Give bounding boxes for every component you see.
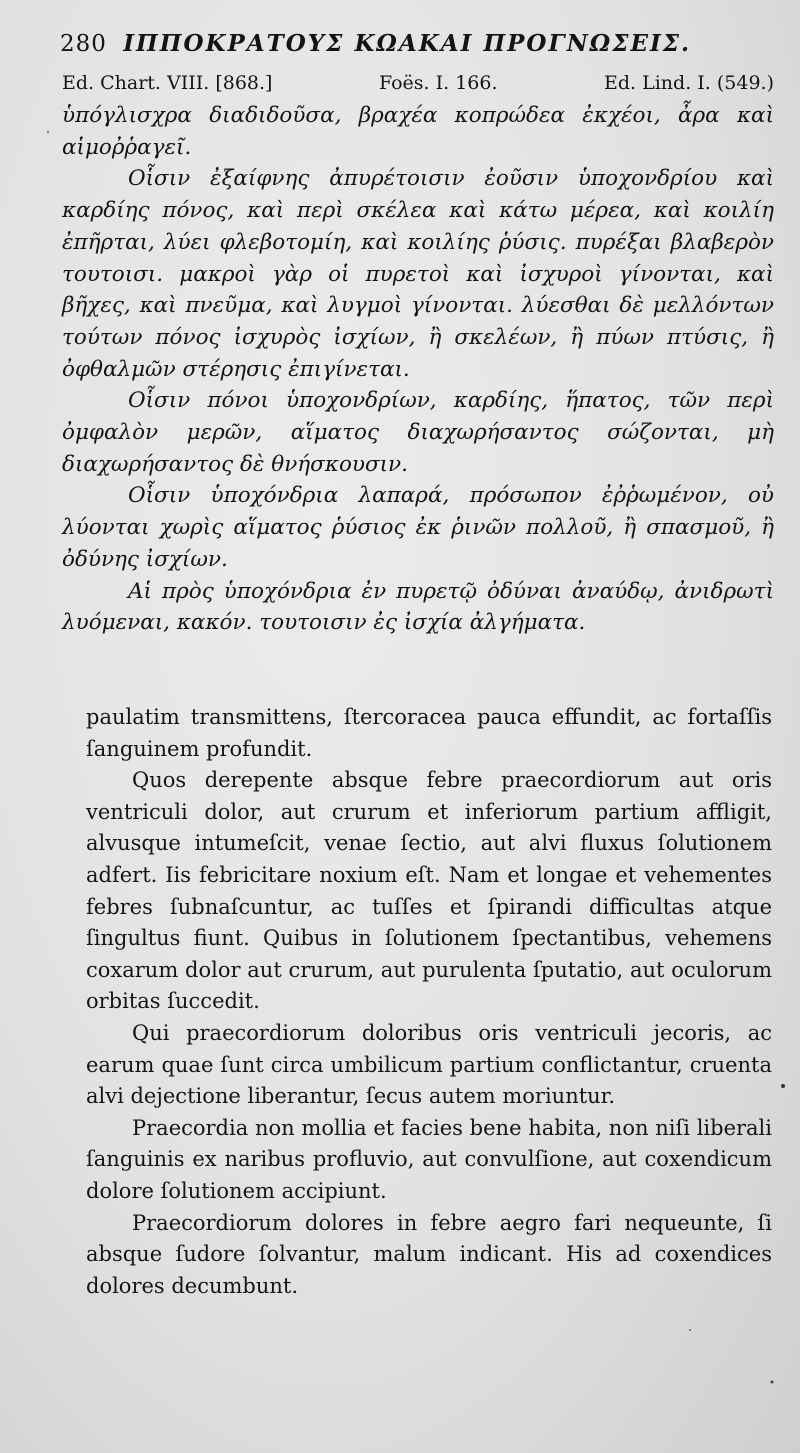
latin-paragraph: Praecordia non mollia et facies bene habita, non niſi liberali ſanguinis ex naribus profluvio, aut convulſione, aut coxendicum dolore ſolutionem accipiunt. xyxy=(86,1115,772,1203)
greek-paragraph: Οἷσιν ὑποχόνδρια λαπαρά, πρόσωπον ἐῤῥωμένον, οὐ λύονται χωρὶς αἵματος ῥύσιος ἐκ ῥινῶν πολλοῦ, ἢ σπασμοῦ, ἢ ὀδύνης ἰσχίων. xyxy=(62,483,774,572)
running-title: ΙΠΠΟΚΡΑΤΟΥΣ ΚΩΑΚΑΙ ΠΡΟΓΝΩΣΕΙΣ. xyxy=(123,30,692,57)
reference-chartier: Ed. Chart. VIII. [868.] xyxy=(62,72,273,94)
latin-paragraph: Qui praecordiorum doloribus oris ventriculi jecoris, ac earum quae ſunt circa umbilicum partium conflictantur, cruenta alvi dejectione liberantur, ſecus autem moriuntur. xyxy=(86,1020,772,1109)
greek-paragraph: Αἱ πρὸς ὑποχόνδρια ἐν πυρετῷ ὀδύναι ἀναύδῳ, ἀνιδρωτὶ λυόμεναι, κακόν. τουτοισιν ἐς ἰσχία ἀλγήματα. xyxy=(62,578,774,636)
greek-paragraph: ὑπόγλισχρα διαδιδοῦσα, βραχέα κοπρώδεα ἐκχέοι, ἆρα καὶ αἱμοῤῥαγεῖ. xyxy=(62,103,774,160)
greek-paragraph: Οἷσιν ἐξαίφνης ἀπυρέτοισιν ἐοῦσιν ὑποχονδρίου καὶ καρδίης πόνος, καὶ περὶ σκέλεα καὶ κάτω μέρεα, καὶ κοιλίη ἐπῆρται, λύει φλεβοτομίη, καὶ κοιλίης ῥύσις. πυρέξαι βλαβερὸν τουτοισι. μακροὶ γὰρ οἱ πυρετοὶ καὶ ἰσχυροὶ γίνονται, καὶ βῆχες, καὶ πνεῦμα, καὶ λυγμοὶ γίνονται. λύεσθαι δὲ μελλόντων τούτων πόνος ἰσχυρὸς ἰσχίων, ἢ σκελέων, ἢ πύων πτύσις, ἢ ὀφθαλμῶν στέρησις ἐπιγίνεται. xyxy=(62,166,774,382)
page-number: 280 xyxy=(60,31,107,57)
latin-paragraph: Praecordiorum dolores in febre aegro fari nequeunte, ſi absque ſudore ſolvantur, malum indicant. His ad coxendices dolores decumbunt. xyxy=(86,1210,772,1298)
reference-linden: Ed. Lind. I. (549.) xyxy=(603,72,774,94)
reference-foes: Foës. I. 166. xyxy=(378,72,498,94)
latin-paragraph: Quos derepente absque febre praecordiorum aut oris ventriculi dolor, aut crurum et inferiorum partium affligit, alvusque intumeſcit, venae ſectio, aut alvi fluxus ſolutionem adfert. Iis febricitare noxium eſt. Nam et longae et vehementes febres ſubnaſcuntur, ac tuſſes et ſpirandi difficultas atque ſingultus fiunt. Quibus in ſolutionem ſpectantibus, vehemens coxarum dolor aut crurum, aut purulenta ſputatio, aut oculorum orbitas ſuccedit. xyxy=(86,768,772,1014)
latin-paragraph: paulatim transmittens, ſtercoracea pauca effundit, ac fortaſſis ſanguinem profundit. xyxy=(86,705,772,761)
greek-paragraph: Οἷσιν πόνοι ὑποχονδρίων, καρδίης, ἥπατος, τῶν περὶ ὀμφαλὸν μερῶν, αἵματος διαχωρήσαντος σώζονται, μὴ διαχωρήσαντος δὲ θνήσκουσιν. xyxy=(62,388,774,477)
